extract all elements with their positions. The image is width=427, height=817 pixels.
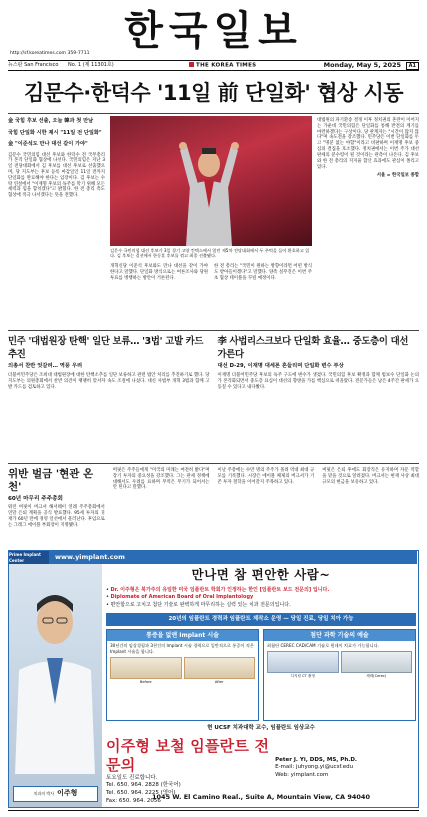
teeth-after-image bbox=[184, 657, 256, 679]
clinic-tagline: 현 UCSF 치과대학 교수, 임플란트 임상교수 bbox=[207, 725, 315, 732]
page-bottom-rule bbox=[8, 810, 419, 811]
photo-story-body bbox=[110, 264, 312, 281]
third-row-story bbox=[8, 468, 419, 529]
story-text: 이재명 더불어민주당 후보의 독주 구도에 변수가 생겼다. 국민의힘 후보 확정과 함께 범보수 단일화 논의가 본격화되면서 중도층 표심이 대선의 향방을 가를 핵심으로 떠올랐다. 전문가들은 남은 4주간 판세가 요동칠 수 있다고 내다봤다. bbox=[217, 372, 419, 390]
ad-web[interactable]: Web: yimplant.com bbox=[275, 772, 329, 779]
lead-sub-1: 金 국힘 후보 선출, 오늘 韓과 첫 만남 bbox=[8, 118, 94, 124]
candidate-photo bbox=[110, 116, 312, 246]
feature-text: 워런 버핏이 버크셔 해서웨이 연례 주주총회에서 연말 은퇴 계획을 공식 발표했다. 95세 투자의 귀재가 60년 만에 경영 일선에서 물러난다. 후임으로는 그레그 에이블 부회장이 지명됐다. bbox=[8, 505, 105, 528]
lead-sub-3: 金 "이준석도 만나 대선 같이 가야" bbox=[8, 141, 88, 148]
ad-top-bar bbox=[9, 551, 417, 564]
ad-banner: 20년의 임플란트 경력과 임플란트 제작소 운영 — 당일 진료, 당일 치아 가능 bbox=[106, 613, 416, 627]
newspaper-title: 한국일보 bbox=[124, 7, 303, 54]
ad-doctor-info: Peter J. Yi, DDS, MS, Ph.D. E-mail: juhyong.yi@ucsf.edu Web: yimplant.com bbox=[275, 737, 416, 780]
story-headline[interactable]: 민주 '대법원장 탄핵' 일단 보류… '3법' 고발 카드 추진 bbox=[8, 336, 204, 360]
ad-main bbox=[106, 566, 416, 805]
doctor-photo bbox=[9, 564, 102, 807]
korea-times-logo: THE KOREA TIMES bbox=[189, 62, 256, 70]
story-election bbox=[218, 335, 420, 390]
ad-fax: Fax: 650. 964. 2056 bbox=[106, 797, 161, 804]
implant-advertisement[interactable] bbox=[8, 550, 419, 808]
teeth-before-image bbox=[110, 657, 182, 679]
lead-text: 김문수 국민의힘 대선 후보와 한덕수 전 국무총리가 본격 단일화 협상에 나선다. 국민의힘은 지난 3일 전당대회에서 김 후보를 대선 후보로 선출했으며, 당 지도부는 후보 등록 마감일인 11일 전까지 단일화를 완료해야 한다는 입장이다. 김 후보는 수락 연설에서 "이재명 후보의 독주를 막기 위해 모든 세력과 힘을 합치겠다"고 밝혔다. 한 전 총리 측도 협상에 적극 나서겠다는 뜻을 전했다. bbox=[8, 152, 105, 199]
feature-column-2: 버핏은 주주들에게 "미국의 미래는 여전히 밝다"며 장기 투자의 중요성을 강조했다. 그는 관세 정책에 대해서도 우려를 표하며 무역은 무기가 되어서는 안 된다고 말했다. bbox=[112, 468, 210, 491]
feature-column-1 bbox=[8, 468, 105, 529]
right-story-byline: 서울 = 한국일보 종합 bbox=[376, 173, 419, 179]
photo-body-left: 개혁신당 이준석 후보와도 만나 대선을 같이 가야 한다고 말했다. 단일화 방식으로는 여론조사와 당원 투표를 병행하는 방안이 거론된다. bbox=[110, 264, 208, 281]
candidate-figure-icon bbox=[178, 138, 240, 246]
story-text: 더불어민주당은 조희대 대법원장에 대한 탄핵소추를 일단 보류하고 관련 법안 처리를 추진하기로 했다. 당 지도부는 의원총회에서 찬반 의견이 팽팽히 맞서자 속도 조절에 나섰다. 대신 사법부 개혁 3법과 함께 고발 카드를 검토하고 있다. bbox=[8, 372, 210, 390]
clinic-name: 이주형 보철 임플란트 전문의 bbox=[106, 736, 270, 774]
doctor-figure-icon bbox=[9, 574, 102, 774]
ad-email[interactable]: E-mail: juhyong.yi@ucsf.edu bbox=[275, 764, 354, 771]
photo-body-right: 한 전 총리는 "국민이 원하는 방향이라면 어떤 방식도 받아들이겠다"고 말했다. 양측 실무진은 이번 주 초 협상 테이블을 꾸릴 예정이다. bbox=[214, 264, 312, 281]
main-headline[interactable]: 김문수·한덕수 '11일 前 단일화' 협상 시동 bbox=[23, 81, 404, 105]
divider bbox=[8, 463, 419, 464]
ad-tel-korean[interactable]: Tel. 650. 964. 2828 (한국어) bbox=[106, 782, 181, 789]
right-story-text: 대법원의 파기환송 결정 이후 정치권의 혼란이 이어지는 가운데 국민의힘은 단일화를 통해 반전의 계기를 마련하겠다는 구상이다. 당 관계자는 "시간이 많지 않다"며 속도전을 강조했다. 민주당은 이번 단일화를 두고 "명분 없는 야합"이라고 비판하며 이재명 후보 중심의 결집을 호소했다. 정치권에서는 이번 주가 대선 판세의 분수령이 될 것이라는 관측이 나온다. 김 후보와 한 전 총리의 지지율 합산 효과에도 관심이 쏠리고 있다. bbox=[317, 118, 419, 170]
lead-sub-2: 국힘 단일화 시한 제시 "11일 전 단일화" bbox=[8, 129, 102, 136]
feature-column-3: 이날 주총에는 수만 명의 주주가 몰려 역대 최대 규모를 기록했다. 시장은 에이블 체제의 버크셔가 기존 투자 철학을 이어갈지 주목하고 있다. bbox=[217, 468, 315, 485]
photo-caption: 김문수 국민의힘 대선 후보가 3일 경기 고양 킨텍스에서 열린 제5차 전당대회에서 두 주먹을 들어 환호하고 있다. 김 후보는 결선에서 한동훈 후보를 꺾고 최종 선출됐다. bbox=[110, 248, 310, 259]
cerec-machine-image bbox=[341, 651, 413, 673]
ad-logo: Prime Implant Center bbox=[9, 551, 49, 564]
doctor-name-tag: 치과의 박사 이주형 bbox=[13, 786, 98, 802]
ad-credentials: • Dr. 이주형은 북가주의 유일한 미국 임플란트 학회가 인정하는 한인 [임플란트 보드 전문의] 입니다. • Diplomate of American Board of Oral Implantology • 편안함으로 고치고 첨단 기술로 완벽하게 마무리하는 실력 있는 치과 전문의입니다. bbox=[106, 587, 330, 608]
logo-square-icon bbox=[189, 62, 194, 67]
ad-boxes bbox=[106, 629, 416, 721]
ad-headline: 만나면 참 편안한 사람~ bbox=[191, 567, 331, 582]
lead-story bbox=[8, 118, 105, 199]
divider bbox=[8, 113, 419, 114]
story-headline[interactable]: 李 사법리스크보다 단일화 효율… 중도층이 대선 가른다 bbox=[217, 336, 409, 360]
ad-tel-english[interactable]: Tel. 650. 964. 2225 (영어) bbox=[106, 790, 176, 797]
feature-headline[interactable]: 위반 벌금 '현관 온천' bbox=[8, 468, 94, 493]
site-url[interactable]: http://sf.koreatimes.com 359-7711 bbox=[10, 51, 90, 56]
issue-date: Monday, May 5, 2025 bbox=[323, 61, 402, 70]
ct-scanner-image bbox=[267, 651, 339, 673]
second-row-stories bbox=[8, 335, 419, 390]
story-subhead: 의총서 찬반 엇갈려… 역풍 우려 bbox=[8, 363, 83, 369]
date-bar bbox=[8, 60, 419, 71]
story-democrats bbox=[8, 335, 210, 390]
ad-box-implant: 통증을 없앤 Implant 시술 30년간의 임상경험과 3천건의 Implant 시술 경력으로 일반적으로 통증이 적은 Implant 시술을 합니다. Before After bbox=[106, 629, 259, 721]
ad-box-technology: 첨단 과학 기술의 예술 최첨단 CEREC CAD/CAM 기술로 원데이 치료가 가능합니다. 디지털 CT 촬영 세렉(Cerec) bbox=[263, 629, 416, 721]
ad-url[interactable]: www.yimplant.com bbox=[49, 551, 417, 564]
ad-address: 1045 W. El Camino Real., Suite A, Mountain View, CA 94040 bbox=[152, 793, 370, 801]
story-subhead: 대선 D-29, 이재명 대세론 흔들리며 단일화 변수 부상 bbox=[217, 363, 344, 369]
right-story bbox=[317, 118, 419, 179]
feature-column-4: 버핏은 은퇴 후에도 회장직은 유지하며 자문 역할을 맡을 것으로 알려졌다. 버크셔는 현재 사상 최대 규모의 현금을 보유하고 있다. bbox=[322, 468, 419, 485]
region-label: 뉴스판 San Francisco bbox=[8, 62, 59, 69]
issue-number: No. 1 (제 11301호) bbox=[68, 62, 114, 69]
ad-call: 토요일도 진료합니다. bbox=[106, 774, 158, 781]
divider bbox=[8, 330, 419, 331]
page-number: A1 bbox=[406, 62, 419, 70]
feature-subhead: 60년 마무리 주주총회 bbox=[8, 496, 63, 502]
